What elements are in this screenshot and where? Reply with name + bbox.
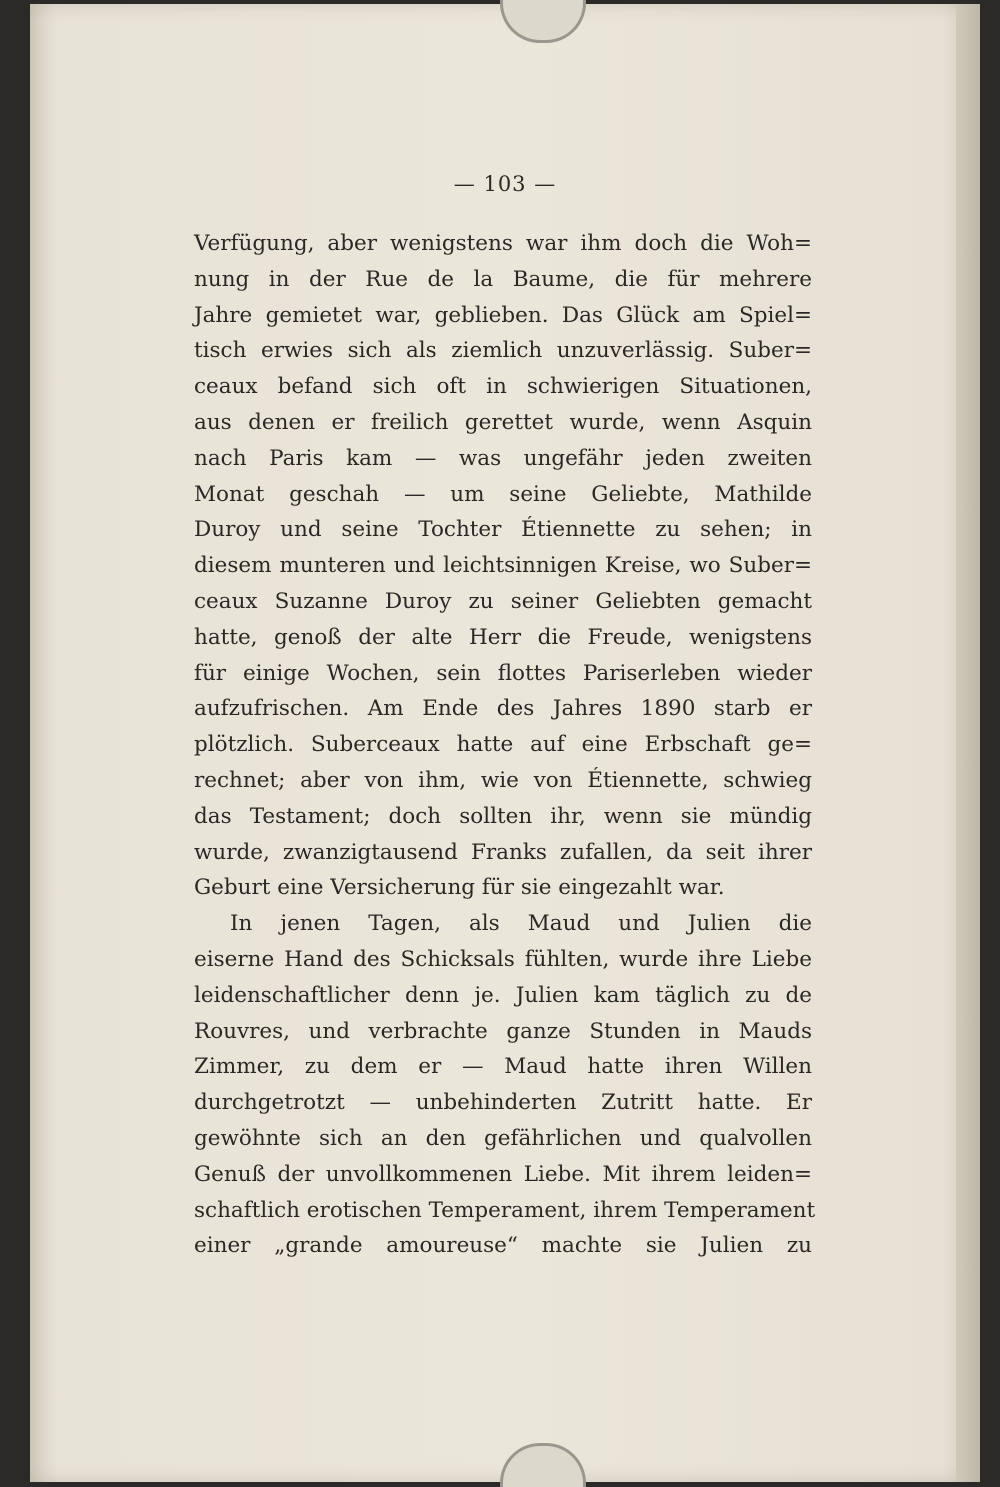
text-line: rechnet; aber von ihm, wie von Étiennette, schwieg	[194, 767, 812, 793]
text-line: gewöhnte sich an den gefährlichen und qualvollen	[194, 1125, 812, 1151]
text-line: aufzufrischen. Am Ende des Jahres 1890 starb er	[194, 696, 812, 722]
text-line: Rouvres, und verbrachte ganze Stunden in Mauds	[194, 1018, 812, 1044]
text-line: Monat geschah — um seine Geliebte, Mathilde	[194, 481, 812, 507]
text-line: aus denen er freilich gerettet wurde, wenn Asquin	[194, 409, 812, 435]
text-line: Zimmer, zu dem er — Maud hatte ihren Willen	[194, 1054, 812, 1080]
paragraph-2	[194, 906, 816, 1264]
text-line: Duroy und seine Tochter Étiennette zu sehen; in	[194, 517, 812, 543]
text-line: Verfügung, aber wenigstens war ihm doch die Woh=	[194, 231, 812, 256]
text-line: plötzlich. Suberceaux hatte auf eine Erbschaft ge=	[194, 732, 812, 758]
text-line: das Testament; doch sollten ihr, wenn sie mündig	[194, 803, 812, 829]
text-line: wurde, zwanzigtausend Franks zufallen, da seit ihrer	[194, 839, 812, 865]
text-line: für einige Wochen, sein flottes Pariserleben wieder	[194, 660, 812, 686]
paragraph-1	[194, 226, 812, 906]
text-line: In jenen Tagen, als Maud und Julien die	[230, 911, 812, 937]
text-line: durchgetrotzt — unbehinderten Zutritt hatte. Er	[194, 1090, 812, 1116]
text-line: Genuß der unvollkommenen Liebe. Mit ihrem leiden=	[194, 1161, 812, 1187]
text-line: nung in der Rue de la Baume, die für mehrere	[194, 266, 812, 292]
page-edge	[956, 4, 980, 1482]
paper-page	[30, 4, 980, 1482]
page-number: — 103 —	[453, 172, 557, 196]
text-line: leidenschaftlicher denn je. Julien kam täglich zu de	[194, 982, 812, 1008]
text-line: tisch erwies sich als ziemlich unzuverlässig. Suber=	[194, 338, 812, 364]
text-line: einer „grande amoureuse“ machte sie Julien zu	[194, 1233, 812, 1259]
body-text	[194, 226, 816, 1264]
text-line: schaftlich erotischen Temperament, ihrem Temperament	[194, 1197, 816, 1223]
text-line: Jahre gemietet war, geblieben. Das Glück am Spiel=	[194, 302, 812, 328]
text-line: nach Paris kam — was ungefähr jeden zweiten	[194, 445, 812, 471]
page-clip-top	[500, 0, 586, 43]
text-line: diesem munteren und leichtsinnigen Kreise, wo Suber=	[194, 553, 812, 579]
text-line: ceaux befand sich oft in schwierigen Situationen,	[194, 374, 812, 400]
text-line: ceaux Suzanne Duroy zu seiner Geliebten gemacht	[194, 588, 812, 614]
text-line: Geburt eine Versicherung für sie eingezahlt war.	[194, 875, 725, 901]
text-line: hatte, genoß der alte Herr die Freude, wenigstens	[194, 624, 812, 650]
page-clip-bottom	[500, 1443, 586, 1487]
text-line: eiserne Hand des Schicksals fühlten, wurde ihre Liebe	[194, 946, 812, 972]
